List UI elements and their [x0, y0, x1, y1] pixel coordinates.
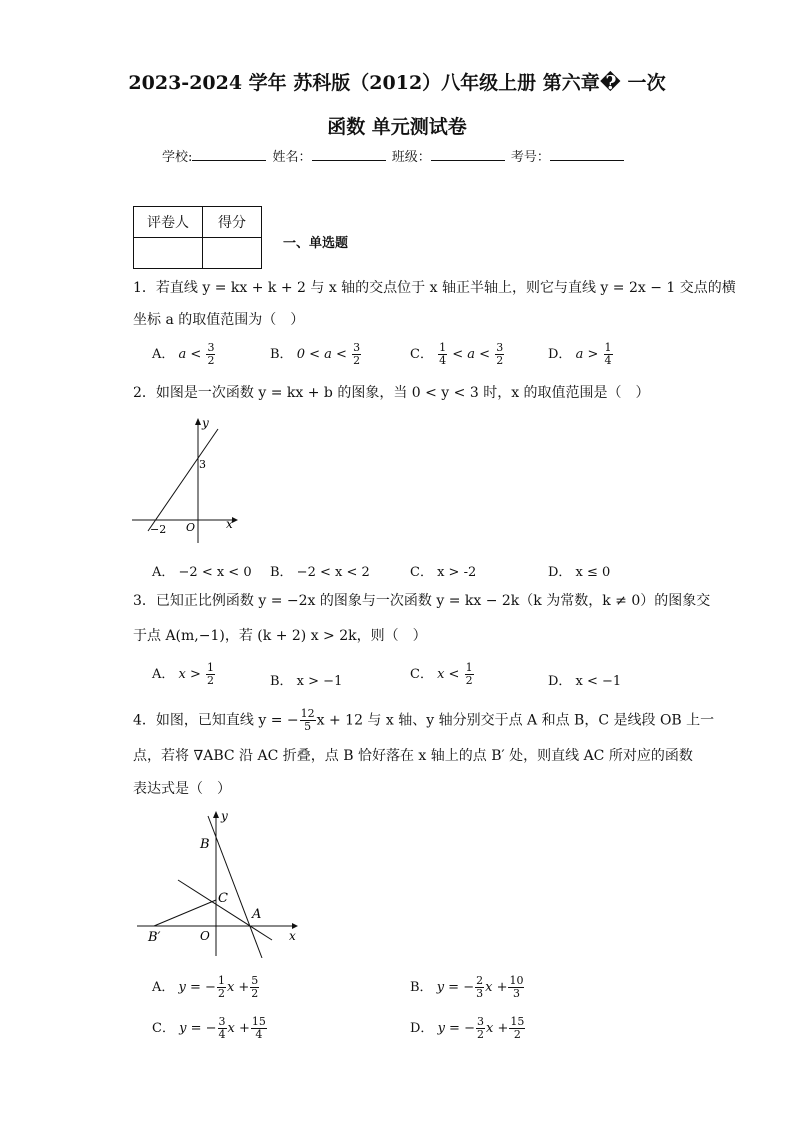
school-label: 学校: [162, 150, 193, 165]
option-label: A． [152, 667, 175, 682]
option-expr: a < [178, 347, 202, 362]
q2-option-c[interactable]: C． x > -2 [410, 565, 477, 580]
q1-option-c[interactable] [410, 342, 505, 367]
number-label: 考号： [510, 150, 550, 165]
point-a-label: A [252, 907, 262, 922]
fraction: $\frac{2}{3}$ [476, 974, 484, 1000]
student-info-row [162, 146, 626, 165]
fraction: $\frac{3}{4}$ [218, 1015, 226, 1041]
label-neg2: −2 [150, 523, 167, 536]
q1-line2: 坐标 a 的取值范围为（ ） [133, 312, 305, 328]
option-label: D． [548, 347, 572, 362]
q2-option-d[interactable]: D． x ≤ 0 [548, 565, 611, 580]
fraction: $\frac{1}{4}$ [439, 341, 447, 367]
x-axis-arrow [232, 517, 238, 523]
option-expr: < a < [452, 347, 491, 362]
option-expr: x > [178, 667, 201, 682]
y-axis-arrow [213, 811, 219, 818]
fraction: $\frac{12}{5}$ [300, 707, 315, 733]
q4-line3: 表达式是（ ） [133, 781, 231, 797]
option-expr: x + [485, 1021, 509, 1036]
option-label: C． [410, 347, 433, 362]
q3-option-c[interactable] [410, 662, 475, 687]
score-table-reviewer-header: 评卷人 [134, 207, 203, 238]
fraction: $\frac{3}{2}$ [207, 341, 215, 367]
q1-option-a[interactable] [152, 342, 216, 367]
x-label: x [226, 517, 233, 531]
point-bprime-label: B′ [148, 930, 161, 945]
fraction: $\frac{1}{4}$ [604, 341, 612, 367]
q3-option-a[interactable] [152, 662, 216, 687]
y-label: y [202, 416, 209, 430]
q3-line1: 3．已知正比例函数 y = −2x 的图象与一次函数 y = kx − 2k（k 为常数，k ≠ 0）的图象交 [133, 593, 711, 609]
q3-line2: 于点 A(m,−1)，若 (k + 2) x > 2k，则（ ） [133, 628, 427, 644]
fraction: $\frac{1}{2}$ [465, 661, 473, 687]
fraction: $\frac{10}{3}$ [509, 974, 524, 1000]
name-blank[interactable] [312, 148, 386, 161]
q1-option-d[interactable] [548, 342, 614, 367]
fraction: $\frac{3}{2}$ [353, 341, 361, 367]
option-expr: a > [575, 347, 599, 362]
x-label: x [289, 929, 296, 943]
option-expr: y = − [178, 980, 216, 995]
fraction: $\frac{15}{2}$ [510, 1015, 525, 1041]
class-blank[interactable] [431, 148, 505, 161]
q3-option-b[interactable]: B． x > −1 [270, 674, 343, 689]
origin-label: O [186, 521, 196, 534]
q2-line1: 2．如图是一次函数 y = kx + b 的图象，当 0 < y < 3 时，x 的取值范围是（ ） [133, 385, 650, 401]
q4-option-d[interactable] [410, 1016, 526, 1041]
option-expr: x + [485, 980, 508, 995]
fraction: $\frac{15}{4}$ [251, 1015, 266, 1041]
option-label: A． [152, 980, 175, 995]
score-table-score-header: 得分 [203, 207, 262, 238]
score-table-reviewer-cell[interactable] [134, 238, 203, 269]
option-label: C． [152, 1021, 175, 1036]
y-axis-arrow [195, 418, 201, 425]
q2-figure [130, 415, 240, 545]
q4-option-c[interactable] [152, 1016, 268, 1041]
q2-option-b[interactable]: B． −2 < x < 2 [270, 565, 370, 580]
q4-line1-pre: 4．如图，已知直线 y = − [133, 712, 299, 729]
page-title: 2023-2024 学年 苏科版（2012）八年级上册 第六章� 一次 [128, 72, 666, 94]
fraction: $\frac{5}{2}$ [251, 974, 259, 1000]
q4-line1 [133, 708, 714, 733]
fraction: $\frac{1}{2}$ [207, 661, 215, 687]
segment-bprime-c [154, 900, 216, 926]
option-expr: 0 < a < [296, 347, 347, 362]
fraction: $\frac{3}{2}$ [476, 1015, 484, 1041]
class-label: 班级： [391, 150, 431, 165]
option-label: D． [410, 1021, 434, 1036]
option-label: C． [410, 667, 433, 682]
q2-option-a[interactable]: A． −2 < x < 0 [152, 565, 252, 580]
q1-option-b[interactable] [270, 342, 362, 367]
q4-figure [132, 808, 302, 958]
number-blank[interactable] [550, 148, 624, 161]
name-label: 姓名： [272, 150, 312, 165]
q4-line2: 点，若将 ∇ABC 沿 AC 折叠，点 B 恰好落在 x 轴上的点 B′ 处，则直线 AC 所对应的函数 [133, 748, 693, 764]
option-label: B． [270, 347, 293, 362]
page-title-line2: 函数 单元测试卷 [327, 116, 467, 138]
origin-label: O [200, 929, 210, 943]
label-3: 3 [199, 458, 206, 471]
q4-option-a[interactable] [152, 975, 260, 1000]
q1-line1: 1．若直线 y = kx + k + 2 与 x 轴的交点位于 x 轴正半轴上，则它与直线 y = 2x − 1 交点的横 [133, 280, 736, 296]
section-title: 一、单选题 [283, 236, 349, 251]
option-expr: x < [437, 667, 460, 682]
function-line [148, 429, 218, 531]
score-table-score-cell[interactable] [203, 238, 262, 269]
y-label: y [221, 809, 228, 823]
point-b-label: B [200, 837, 210, 852]
fraction: $\frac{3}{2}$ [496, 341, 504, 367]
school-blank[interactable] [192, 148, 266, 161]
option-expr: x + [227, 1021, 250, 1036]
q3-option-d[interactable]: D． x < −1 [548, 674, 622, 689]
option-label: B． [410, 980, 433, 995]
q4-option-b[interactable] [410, 975, 525, 1000]
option-expr: y = − [179, 1021, 217, 1036]
score-table [133, 206, 262, 269]
option-expr: y = − [436, 980, 475, 995]
point-c-label: C [218, 891, 228, 906]
fraction: $\frac{1}{2}$ [217, 974, 225, 1000]
q4-line1-post: x + 12 与 x 轴、y 轴分别交于点 A 和点 B，C 是线段 OB 上一 [316, 712, 715, 729]
option-label: A． [152, 347, 175, 362]
option-expr: y = − [437, 1021, 475, 1036]
option-expr: x + [226, 980, 250, 995]
